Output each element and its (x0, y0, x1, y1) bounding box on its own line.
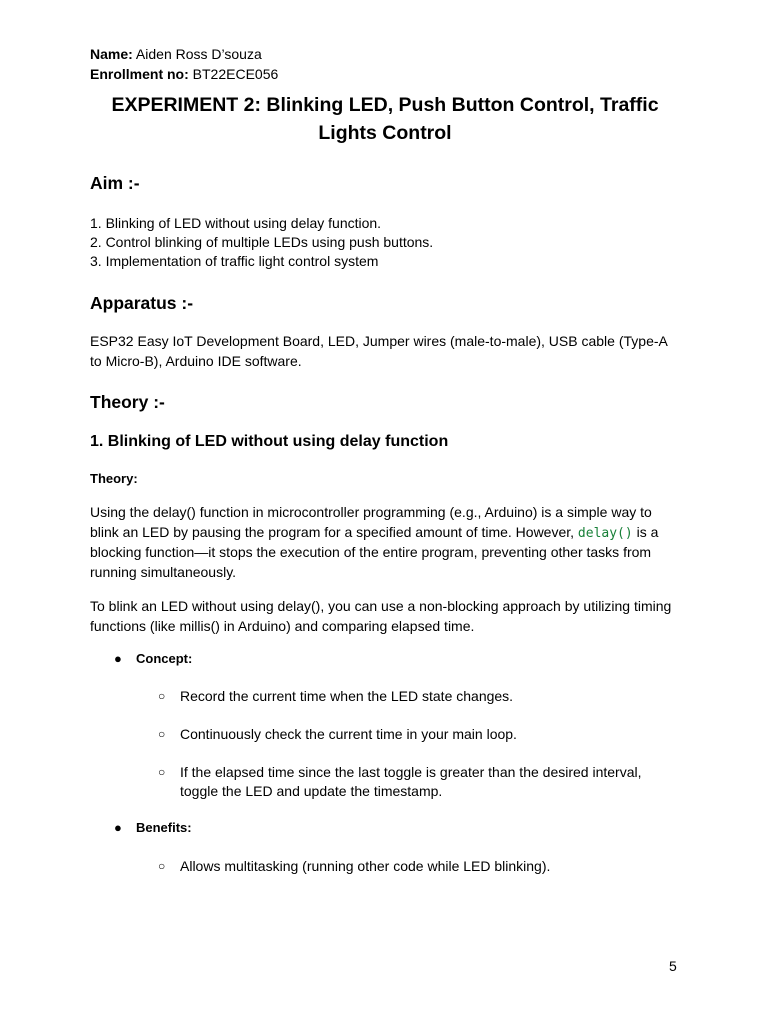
circle-bullet-icon: ○ (158, 727, 166, 741)
benefits-label: Benefits: (136, 820, 192, 835)
page-number: 5 (669, 958, 677, 974)
circle-bullet-icon: ○ (158, 765, 166, 779)
theory-paragraph-1 (90, 503, 680, 582)
theory-subheading: Theory: (90, 471, 138, 486)
concept-item: ○ If the elapsed time since the last toggle is greater than the desired interval, toggle the LED and update the timestamp. (158, 764, 642, 799)
delay-code: delay() (577, 525, 633, 541)
concept-item: ○ Record the current time when the LED state changes. (158, 688, 514, 704)
para1-text-after: is a blocking function—it stops the execution of the entire program, preventing other tasks from running simultaneously. (90, 523, 659, 580)
enrollment-line (90, 65, 278, 83)
circle-bullet-icon: ○ (158, 689, 166, 703)
apparatus-heading: Apparatus :- (90, 293, 194, 313)
bullet-icon: ● (114, 651, 122, 666)
para1-text: Using the delay() function in microcontroller programming (e.g., Arduino) is a simple way to blink an LED by pausing the program for a specified amount of time. However, (90, 504, 652, 540)
benefits-bullet (114, 820, 192, 835)
concept-bullet (114, 651, 192, 666)
apparatus-text: ESP32 Easy IoT Development Board, LED, Jumper wires (male-to-male), USB cable (Type-A to Micro-B), Arduino IDE software. (90, 333, 668, 369)
name-value: Aiden Ross D’souza (135, 46, 262, 62)
aim-item: 2. Control blinking of multiple LEDs using push buttons. (90, 234, 434, 250)
aim-item: 1. Blinking of LED without using delay function. (90, 215, 382, 231)
bullet-icon: ● (114, 820, 122, 835)
benefits-item: ○ Allows multitasking (running other code while LED blinking). (158, 858, 551, 874)
theory-heading: Theory :- (90, 392, 165, 412)
section-heading: 1. Blinking of LED without using delay function (90, 433, 449, 450)
enrollment-value: BT22ECE056 (192, 66, 279, 82)
name-label: Name: (90, 46, 133, 62)
theory-paragraph-2: To blink an LED without using delay(), you can use a non-blocking approach by utilizing timing functions (like millis() in Arduino) and comparing elapsed time. (90, 598, 672, 634)
page-title: EXPERIMENT 2: Blinking LED, Push Button Control, Traffic Lights Control (111, 94, 659, 144)
circle-bullet-icon: ○ (158, 859, 166, 873)
name-line (90, 45, 262, 63)
concept-label: Concept: (136, 651, 193, 666)
concept-item: ○ Continuously check the current time in your main loop. (158, 726, 517, 742)
enrollment-label: Enrollment no: (90, 66, 189, 82)
aim-item: 3. Implementation of traffic light control system (90, 253, 379, 269)
aim-heading: Aim :- (90, 173, 140, 193)
